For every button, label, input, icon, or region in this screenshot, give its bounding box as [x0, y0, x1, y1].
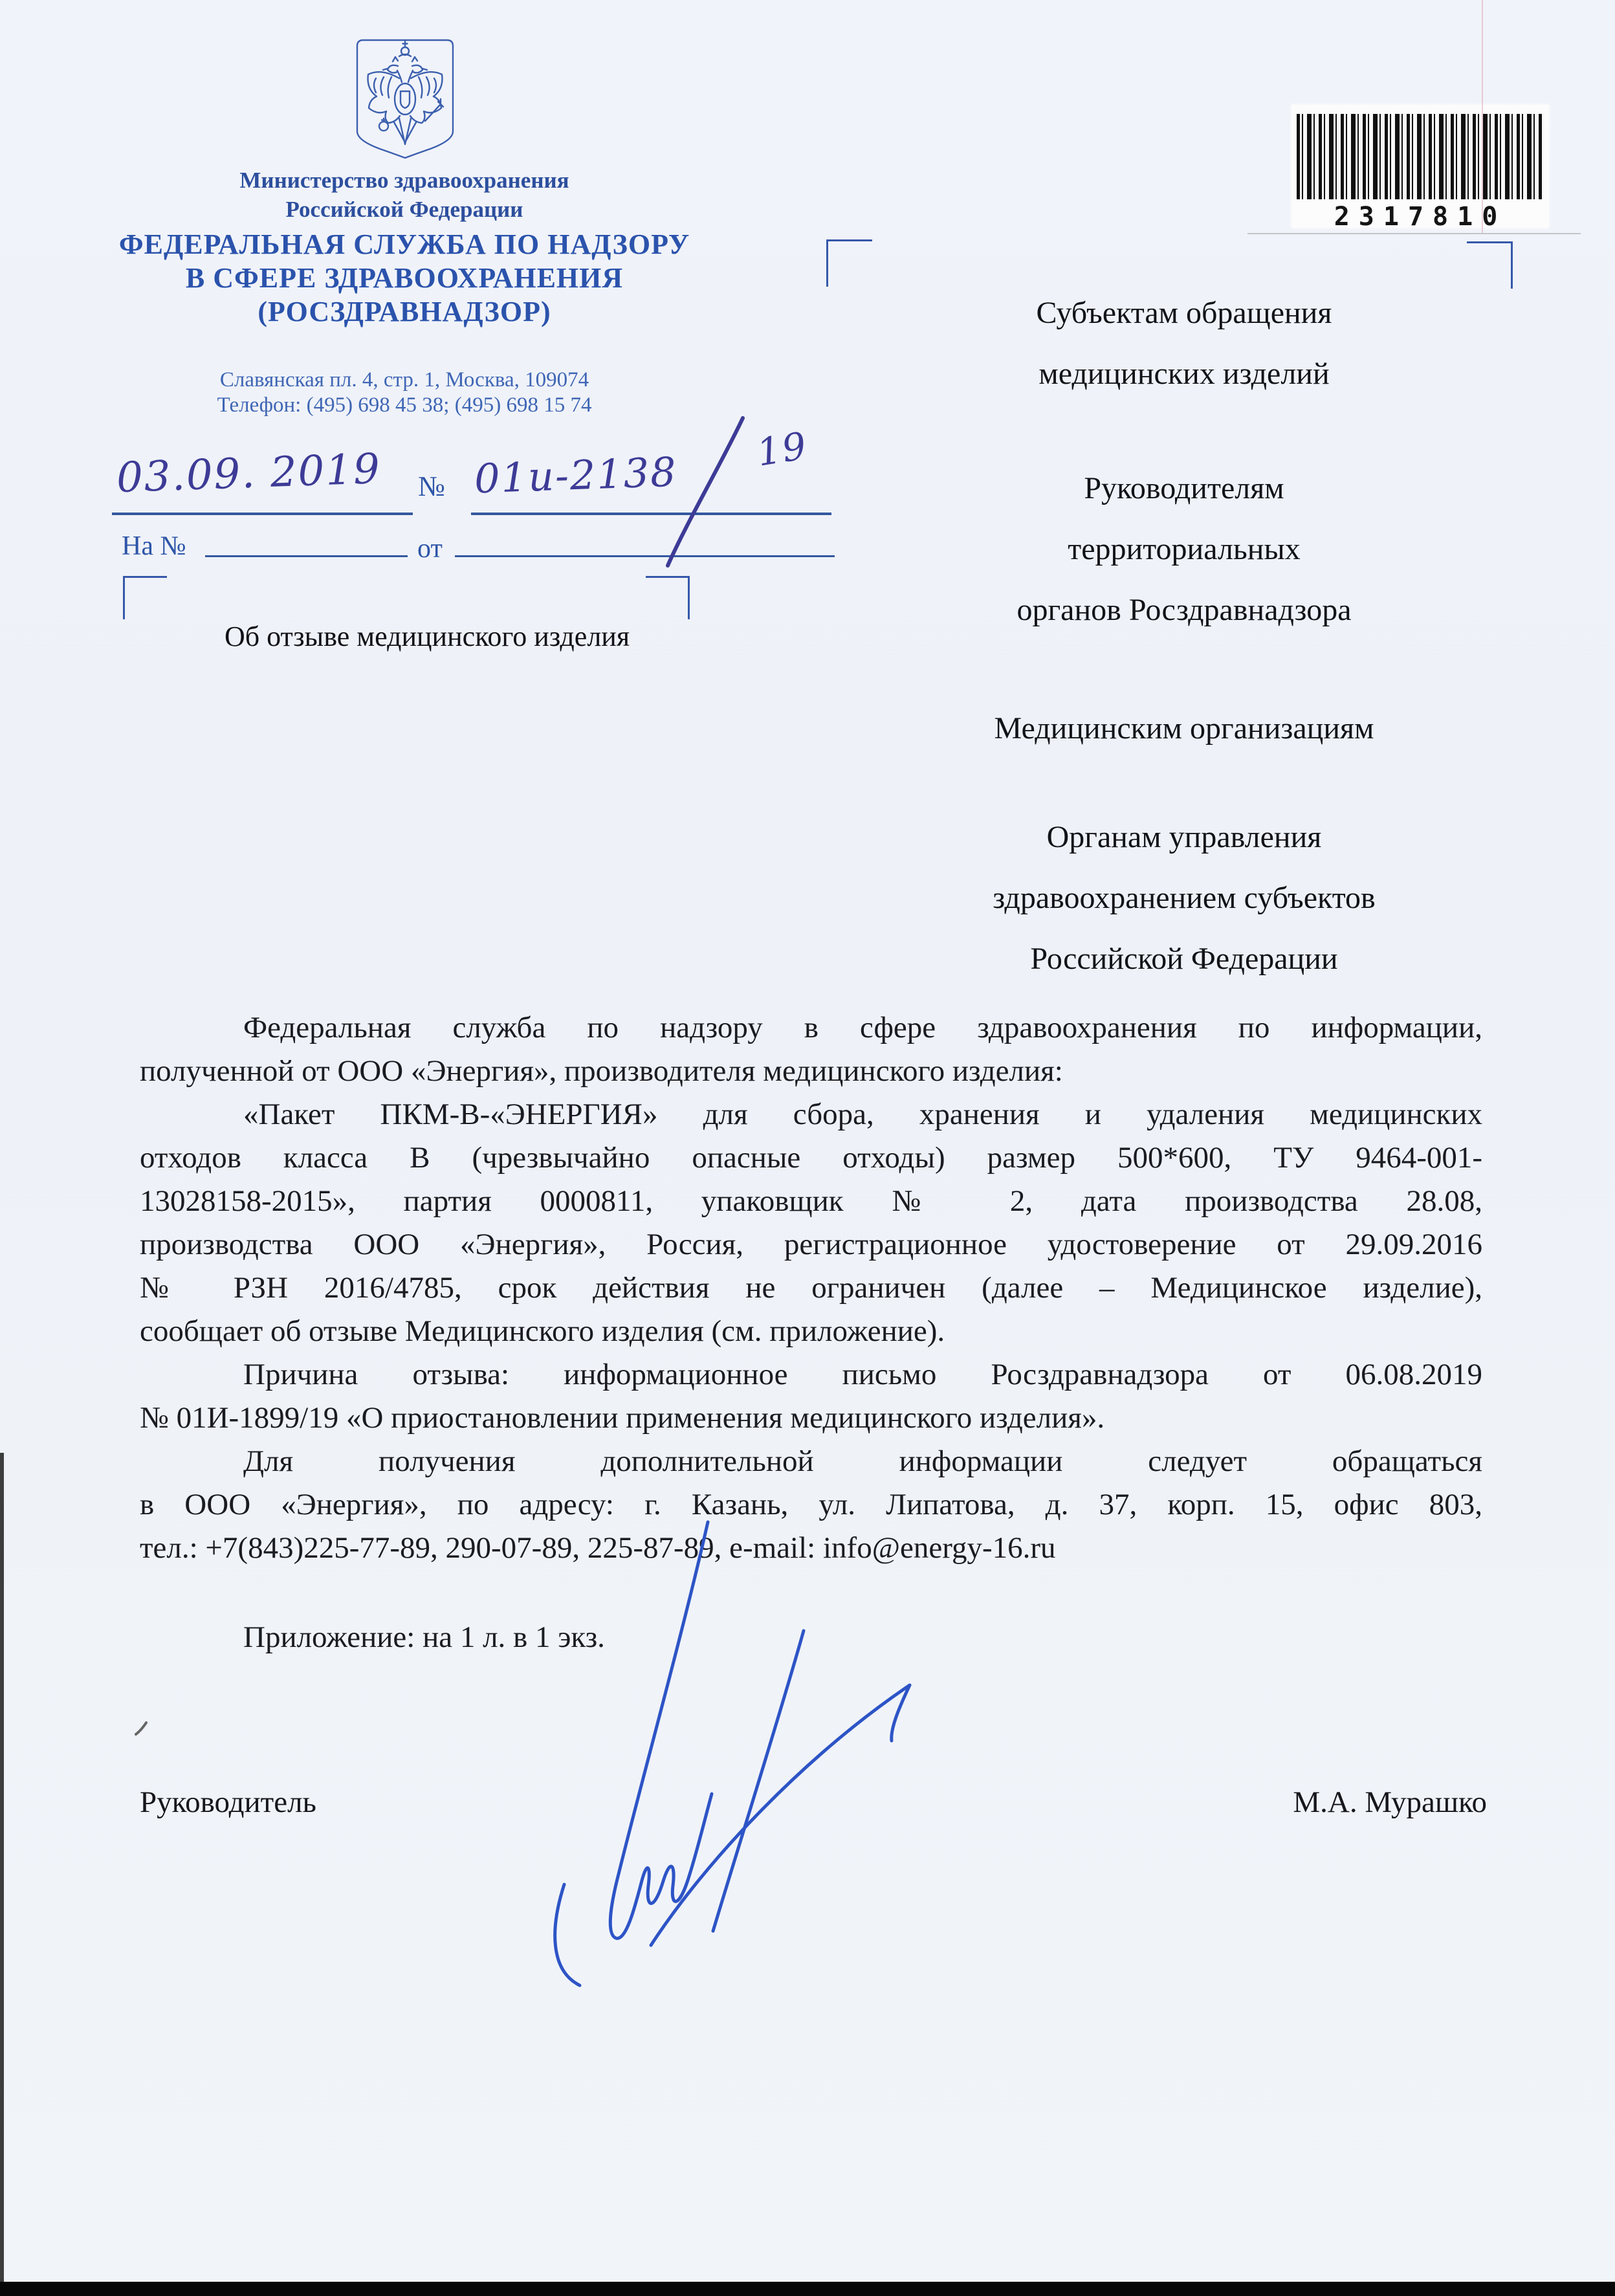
handwritten-date: 03.09. 2019 [115, 445, 382, 503]
text-line: Российской Федерации [285, 197, 523, 222]
date-underline [112, 513, 413, 515]
number-slash-stroke [668, 418, 743, 566]
recipient-block [809, 283, 1559, 404]
text-line: № 01И-1899/19 «О приостановлении применения медицинского изделия». [140, 1401, 1105, 1435]
address-line: Славянская пл. 4, стр. 1, Москва, 109074 [219, 368, 589, 392]
text-line: Медицинским организациям [994, 711, 1374, 745]
paragraph [140, 1440, 1482, 1570]
text-line: сообщает об отзыве Медицинского изделия (см. приложение). [140, 1314, 945, 1348]
scan-edge-left [0, 1453, 4, 2296]
russia-coat-of-arms-icon [354, 37, 456, 162]
text-line: органов Росздравнадзора [1016, 593, 1352, 627]
handwritten-number-suffix: 19 [754, 423, 811, 475]
scan-artifact-line [1482, 0, 1483, 233]
barcode-number: 2317810 [1334, 202, 1507, 232]
text-line: Субъектам обращения [1036, 296, 1332, 330]
text-line: (РОСЗДРАВНАДЗОР) [258, 296, 551, 327]
recipient-block [809, 698, 1559, 759]
text-line: в ООО «Энергия», по адресу: г. Казань, ул. Липатова, д. 37, корп. 15, офис 803, [140, 1488, 1482, 1521]
scan-divider-line [1247, 233, 1581, 234]
handwritten-number: 01и-2138 [473, 448, 678, 503]
reply-from-label: от [417, 534, 443, 564]
text-line: Министерство здравоохранения [239, 168, 569, 193]
scan-speck [136, 1723, 146, 1734]
text-line: территориальных [1068, 532, 1301, 566]
service-name [78, 228, 731, 329]
paragraph [140, 1006, 1482, 1093]
signer-name: М.А. Мурашко [1293, 1785, 1487, 1819]
handwritten-signature-icon [555, 1522, 910, 1985]
recipient-block [809, 807, 1559, 989]
text-line: Причина отзыва: информационное письмо Росздравнадзора от 06.08.2019 [243, 1358, 1482, 1391]
text-line: Федеральная служба по надзору в сфере здравоохранения по информации, [243, 1011, 1482, 1044]
text-line: отходов класса В (чрезвычайно опасные отходы) размер 500*600, ТУ 9464-001- [140, 1141, 1482, 1175]
text-line: Российской Федерации [1030, 942, 1338, 976]
text-line: Руководителям [1084, 471, 1284, 505]
corner-mark-recipient-right [1467, 241, 1513, 289]
text-line: «Пакет ПКМ-В-«ЭНЕРГИЯ» для сбора, хранения и удаления медицинских [243, 1098, 1482, 1131]
corner-mark-subject-right [646, 576, 690, 619]
text-line: производства ООО «Энергия», Россия, регистрационное удостоверение от 29.09.2016 [140, 1228, 1482, 1261]
paragraph [140, 1353, 1482, 1440]
reply-number-underline [205, 555, 408, 557]
recipient-list [809, 283, 1559, 989]
letter-subject: Об отзыве медицинского изделия [224, 621, 630, 652]
scan-edge-bottom [0, 2282, 1615, 2296]
reply-to-label: На № [122, 531, 186, 561]
corner-mark-recipient-left [826, 239, 872, 287]
text-line: 13028158-2015», партия 0000811, упаковщик № 2, дата производства 28.08, [140, 1184, 1482, 1218]
recipient-block [809, 458, 1559, 641]
text-line: медицинских изделий [1038, 357, 1330, 391]
letterhead-address [78, 368, 731, 418]
number-sign-label: № [418, 470, 445, 502]
signoff-row [140, 1785, 1487, 1820]
letter-body [140, 1006, 1482, 1570]
text-line: полученной от ООО «Энергия», производителя медицинского изделия: [140, 1054, 1063, 1088]
text-line: Для получения дополнительной информации следует обращаться [243, 1444, 1482, 1478]
number-underline [471, 513, 831, 515]
paragraph [140, 1093, 1482, 1353]
text-line: тел.: +7(843)225-77-89, 290-07-89, 225-87-89, e-mail: info@energy-16.ru [140, 1531, 1056, 1565]
signer-title: Руководитель [140, 1785, 316, 1819]
text-line: В СФЕРЕ ЗДРАВООХРАНЕНИЯ [185, 262, 624, 294]
barcode-patch [1291, 105, 1549, 232]
reply-date-underline [455, 555, 835, 557]
attachment-note: Приложение: на 1 л. в 1 экз. [243, 1620, 605, 1654]
text-line: Органам управления [1046, 820, 1322, 854]
barcode-icon [1297, 114, 1544, 199]
text-line: № РЗН 2016/4785, срок действия не ограничен (далее – Медицинское изделие), [140, 1271, 1482, 1305]
text-line: здравоохранением субъектов [993, 881, 1376, 915]
text-line: ФЕДЕРАЛЬНАЯ СЛУЖБА ПО НАДЗОРУ [118, 228, 690, 260]
corner-mark-subject-left [123, 576, 167, 619]
phone-line: Телефон: (495) 698 45 38; (495) 698 15 74 [217, 393, 592, 417]
ministry-name [78, 166, 731, 224]
